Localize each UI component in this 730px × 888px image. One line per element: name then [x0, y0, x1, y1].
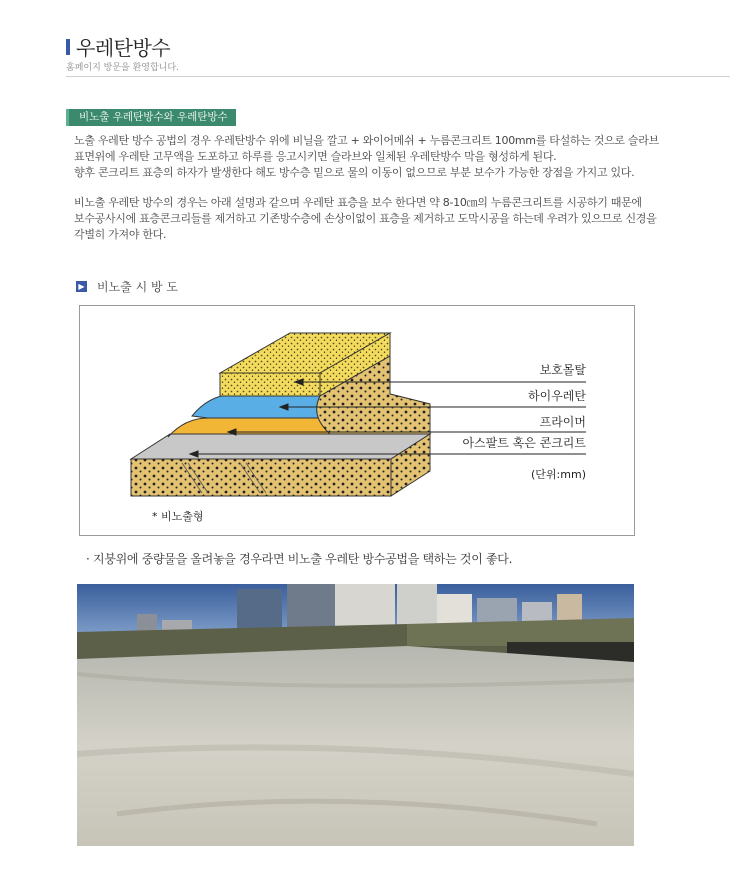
concrete-base — [131, 434, 430, 496]
rooftop-photo — [77, 584, 634, 846]
label-caption: * 비노출형 — [152, 510, 204, 523]
paragraph-1-line: 표면위에 우레탄 고무액을 도포하고 하루를 응고시키면 슬라브와 일체된 우레탄방수 막을 형성하게 된다. — [74, 150, 557, 163]
paragraph-2-line: 보수공사시에 표층콘크리들를 제거하고 기존방수층에 손상이없이 표층을 제거하고 도막시공을 하는데 우려가 있으므로 신경을 — [74, 212, 657, 225]
paragraph-1 — [74, 133, 694, 181]
title-bullet — [66, 39, 70, 55]
label-mortar: 보호몰탈 — [539, 363, 586, 377]
paragraph-2-line: 각별히 가져야 한다. — [74, 228, 167, 241]
figure-heading — [76, 278, 178, 295]
label-unit: (단위:mm) — [531, 468, 586, 481]
arrow-right-square-icon: ▶ — [76, 281, 87, 292]
paragraph-1-line: 노출 우레탄 방수 공법의 경우 우레탄방수 위에 비닐을 깔고 + 와이어메쉬 + 누름콘크리트 100mm를 타설하는 것으로 슬라브 — [74, 134, 659, 147]
layer-diagram — [79, 305, 635, 536]
layer-diagram-graphic — [80, 306, 634, 535]
paragraph-1-line: 향후 콘크리트 표층의 하자가 발생한다 해도 방수층 밑으로 물의 이동이 없으므로 부분 보수가 가능한 장점을 가지고 있다. — [74, 166, 635, 179]
header-divider — [66, 76, 730, 77]
page-subtitle: 홈페이지 방문을 환영합니다. — [66, 63, 179, 73]
page-title: 우레탄방수 — [76, 36, 171, 60]
rooftop-photo-graphic — [77, 584, 634, 846]
figure-heading-text: 비노출 시 방 도 — [97, 280, 178, 294]
page-header — [66, 32, 170, 61]
label-primer: 프라이머 — [539, 415, 586, 429]
section-label: 비노출 우레탄방수와 우레탄방수 — [66, 109, 236, 126]
label-substrate: 아스팔트 혹은 콘크리트 — [462, 436, 586, 450]
paragraph-2-line: 비노출 우레탄 방수의 경우는 아래 설명과 같으며 우레탄 표층을 보수 한다면 약 8-10㎝의 누름콘크리트를 시공하기 때문에 — [74, 196, 642, 209]
label-urethane: 하이우레탄 — [528, 389, 586, 403]
paragraph-2 — [74, 195, 694, 243]
recommendation-note: · 지붕위에 중량물을 올려놓을 경우라면 비노출 우레탄 방수공법을 택하는 것이 좋다. — [86, 552, 513, 566]
